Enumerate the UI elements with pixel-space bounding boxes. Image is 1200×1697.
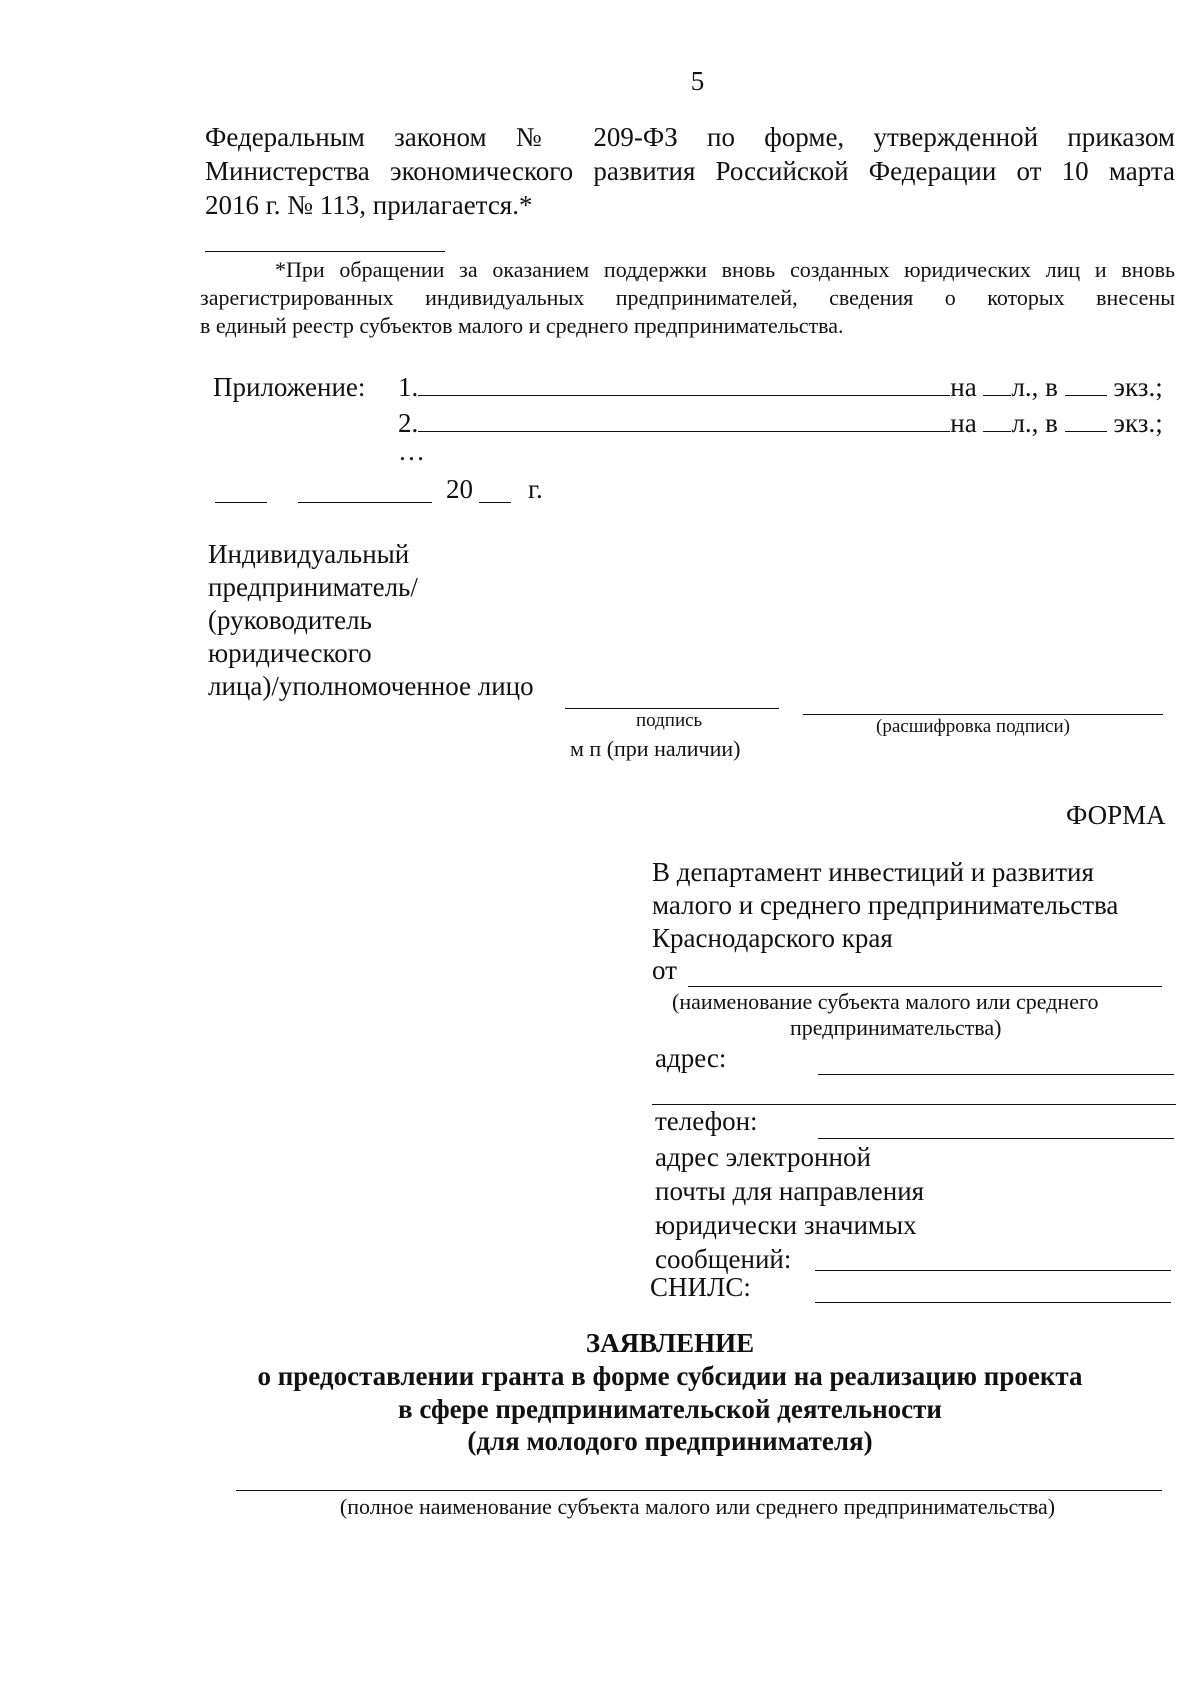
attachment-number: 2. — [398, 408, 419, 438]
footnote — [200, 256, 1175, 340]
signature-decoding-field[interactable] — [803, 714, 1163, 715]
from-label: от — [652, 955, 677, 985]
signature-caption: подпись — [636, 710, 703, 731]
signatory-line: юридического — [208, 638, 372, 668]
email-label-block — [655, 1140, 924, 1276]
form-label: ФОРМА — [1066, 800, 1166, 830]
phone-label: телефон: — [655, 1106, 758, 1136]
attachment-copies-label: экз.; — [1113, 372, 1163, 402]
attachments-ellipsis: … — [398, 436, 425, 466]
footnote-line: *При обращении за оказанием поддержки вновь созданных юридических лиц и вновь — [275, 257, 1175, 282]
date-year-suffix: г. — [528, 474, 543, 504]
addressee-line: В департамент инвестиций и развития — [652, 857, 1094, 887]
statement-subtitle: (для молодого предпринимателя) — [467, 1426, 873, 1456]
footnote-line: зарегистрированных индивидуальных предпринимателей, сведения о которых внесены — [200, 285, 1175, 310]
signature-field[interactable] — [565, 708, 779, 709]
addressee-block — [652, 856, 1118, 955]
phone-field[interactable] — [818, 1138, 1174, 1139]
addressee-line: малого и среднего предпринимательства — [652, 890, 1119, 920]
date-month-field[interactable] — [298, 502, 432, 503]
intro-paragraph — [205, 120, 1175, 222]
attachment-number: 1. — [398, 372, 419, 402]
from-field[interactable] — [688, 986, 1162, 987]
signatory-block — [208, 538, 534, 703]
attachment-sheets-field[interactable] — [983, 373, 1011, 396]
date-day-field[interactable] — [215, 502, 267, 503]
statement-subtitle: в сфере предпринимательской деятельности — [398, 1394, 942, 1424]
snils-field[interactable] — [815, 1302, 1171, 1303]
attachments-label: Приложение: — [213, 372, 366, 402]
footnote-line: в единый реестр субъектов малого и среднего предпринимательства. — [200, 313, 844, 338]
attachment-sheets-label: л., в — [1011, 372, 1058, 402]
email-label-line: сообщений: — [655, 1244, 792, 1274]
attachment-sheets-field[interactable] — [983, 409, 1011, 432]
date-year-prefix: 20 — [446, 474, 473, 504]
signatory-line: (руководитель — [208, 605, 372, 635]
attachment-sheets-label: л., в — [1011, 408, 1058, 438]
intro-line: Федеральным законом № 209-ФЗ по форме, утвержденной приказом — [205, 122, 1175, 152]
addressee-line: Краснодарского края — [652, 923, 893, 953]
entity-name-field[interactable] — [236, 1490, 1162, 1491]
signature-decoding-caption: (расшифровка подписи) — [876, 716, 1070, 737]
intro-line: Министерства экономического развития Российской Федерации от 10 марта — [205, 156, 1175, 186]
attachment-copies-field[interactable] — [1065, 373, 1107, 396]
signatory-line: предприниматель/ — [208, 572, 418, 602]
attachment-na: на — [950, 372, 977, 402]
from-caption: предпринимательства) — [790, 1015, 1002, 1040]
from-caption: (наименование субъекта малого или среднего — [672, 989, 1099, 1014]
signatory-line: лица)/уполномоченное лицо — [208, 671, 534, 701]
email-field[interactable] — [815, 1270, 1171, 1271]
attachment-row-2 — [398, 408, 1163, 439]
page-number: 5 — [690, 66, 705, 96]
attachment-row-1 — [398, 372, 1163, 403]
signatory-line: Индивидуальный — [208, 539, 410, 569]
entity-name-caption: (полное наименование субъекта малого или среднего предпринимательства) — [339, 1494, 1056, 1519]
address-field-2[interactable] — [652, 1104, 1176, 1105]
statement-title: ЗАЯВЛЕНИЕ — [585, 1328, 755, 1358]
email-label-line: юридически значимых — [655, 1210, 917, 1240]
intro-line: 2016 г. № 113, прилагается.* — [205, 190, 533, 220]
attachment-copies-field[interactable] — [1065, 409, 1107, 432]
address-label: адрес: — [655, 1043, 727, 1073]
attachment-na: на — [950, 408, 977, 438]
email-label-line: почты для направления — [655, 1176, 925, 1206]
attachment-copies-label: экз.; — [1113, 408, 1163, 438]
statement-subtitle: о предоставлении гранта в форме субсидии на реализацию проекта — [257, 1361, 1083, 1391]
address-field-1[interactable] — [818, 1074, 1174, 1075]
date-year-field[interactable] — [479, 502, 511, 503]
attachment-name-field[interactable] — [418, 373, 950, 396]
footnote-separator — [205, 251, 445, 252]
attachment-name-field[interactable] — [418, 409, 950, 432]
email-label-line: адрес электронной — [655, 1142, 871, 1172]
stamp-caption: м п (при наличии) — [570, 736, 741, 761]
snils-label: СНИЛС: — [650, 1272, 751, 1302]
